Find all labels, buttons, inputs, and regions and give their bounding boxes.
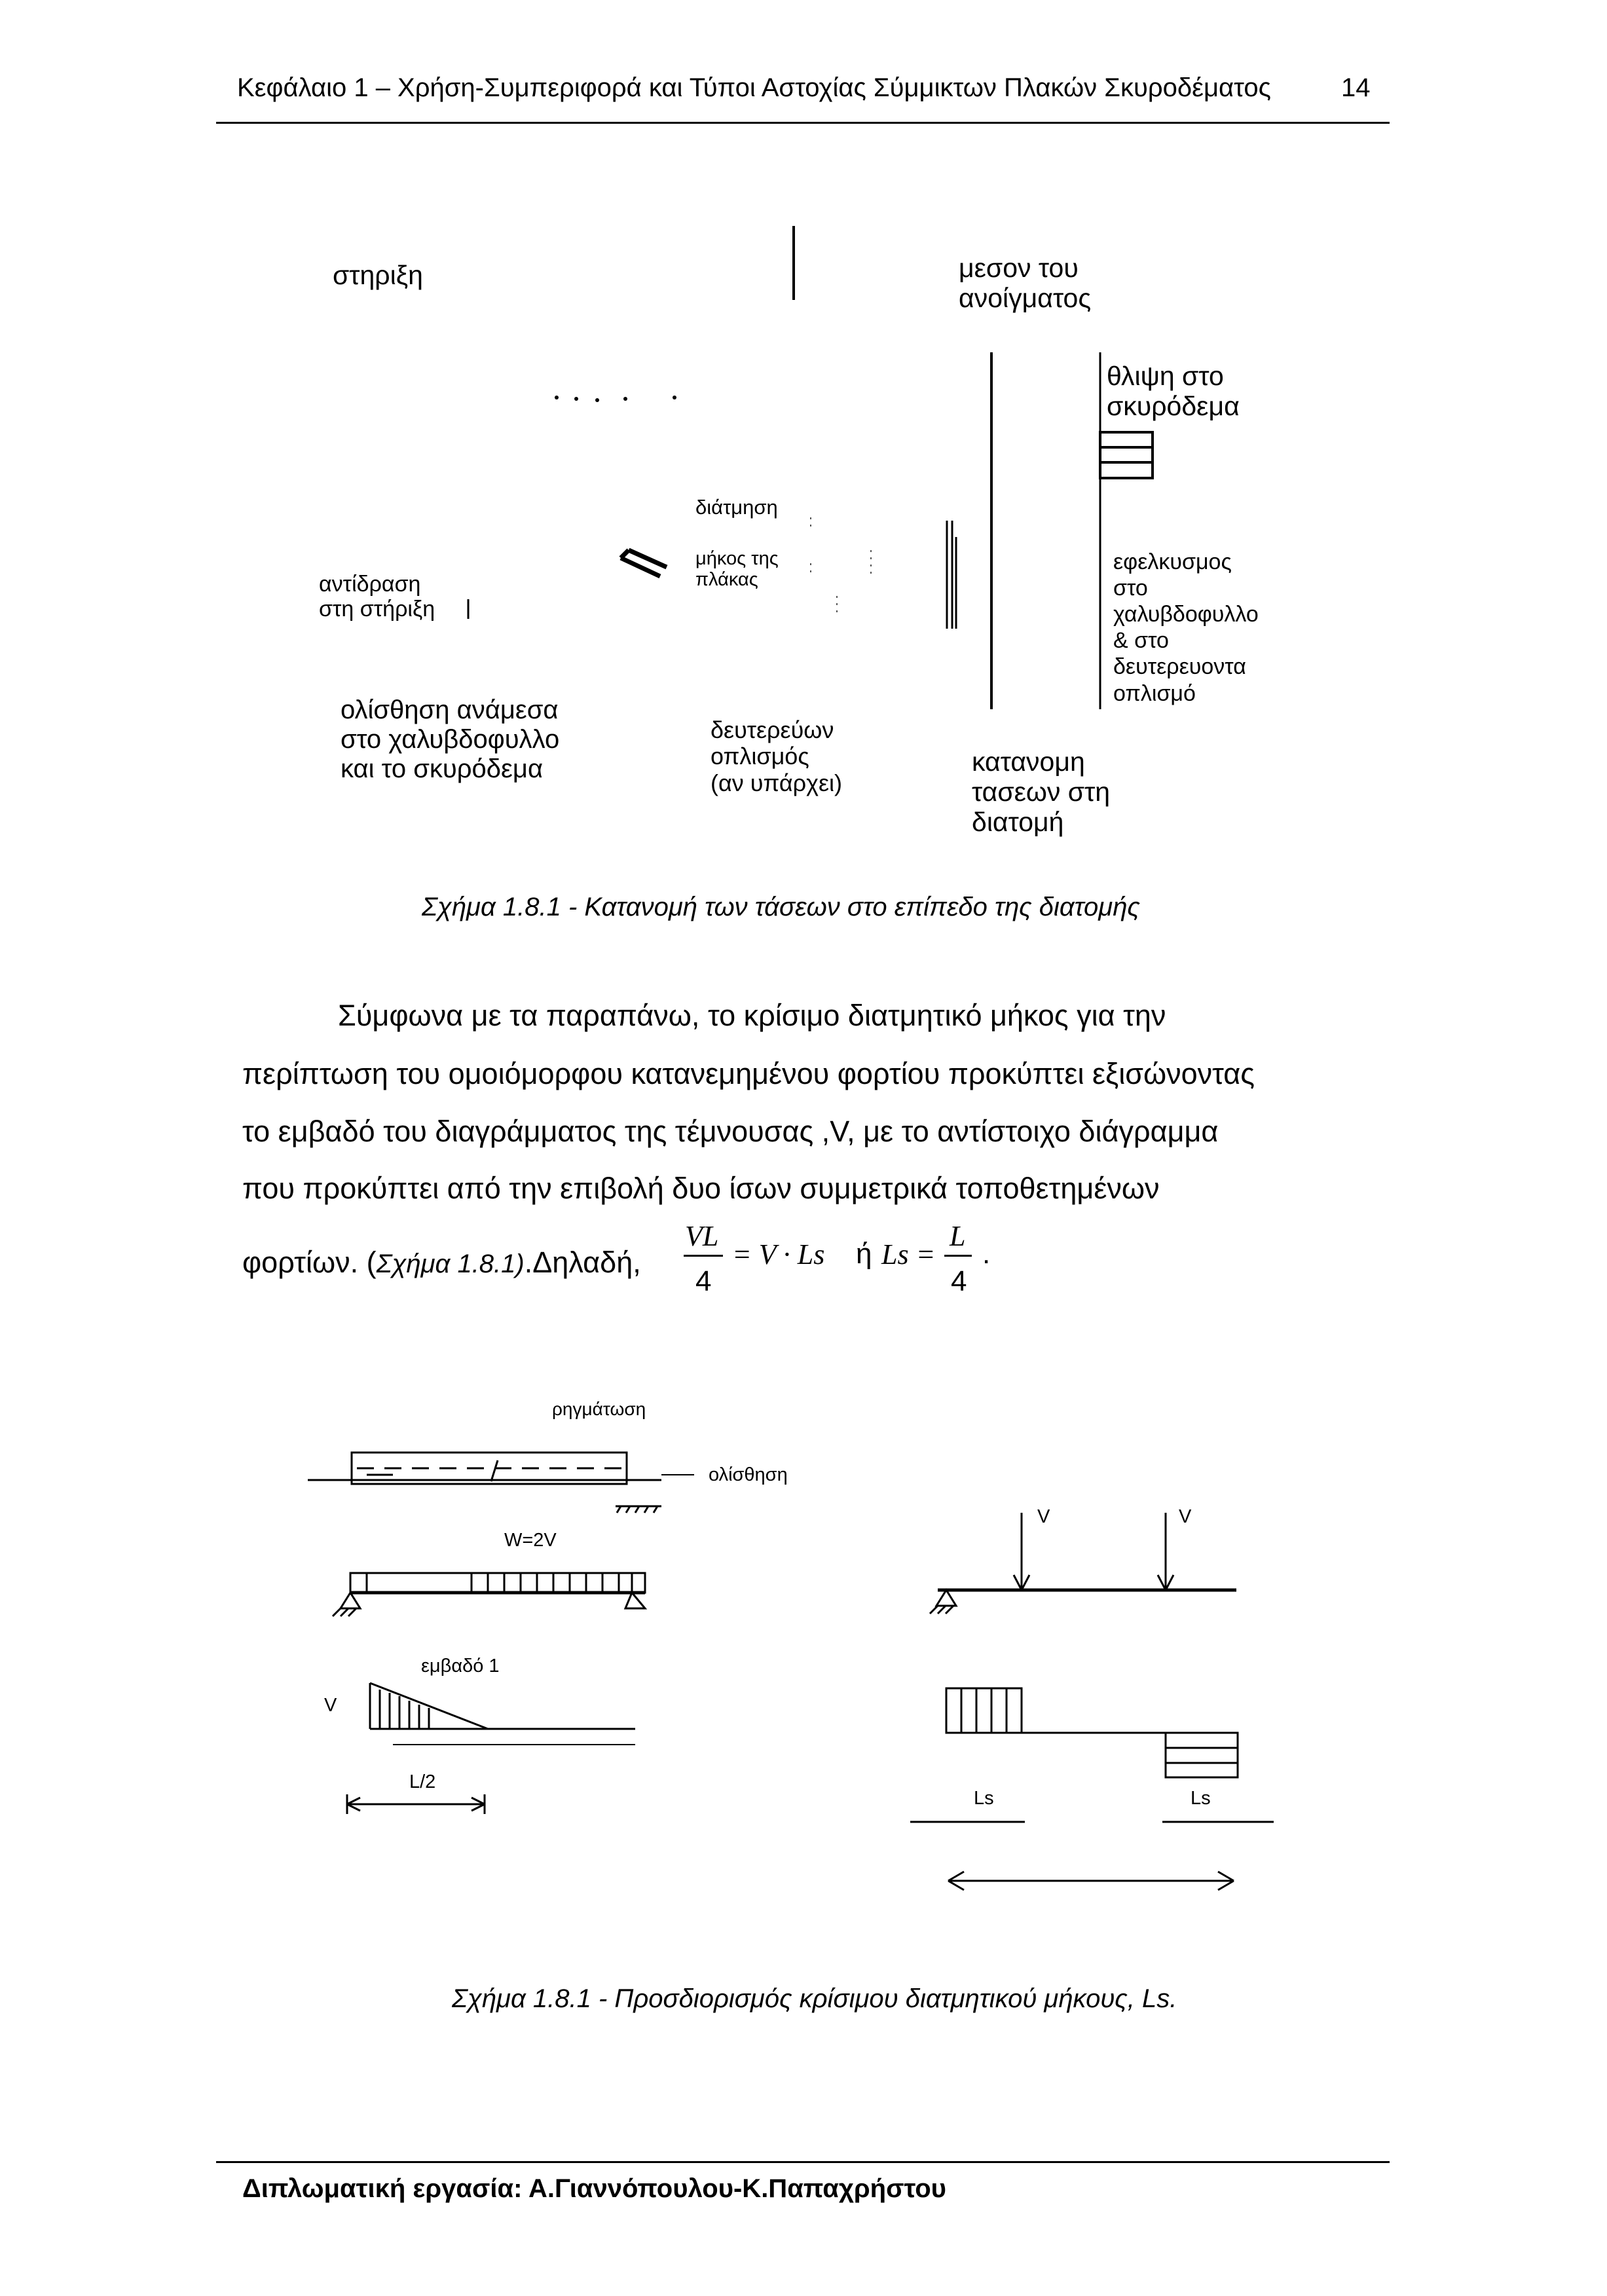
body-text: φορτίων. (: [242, 1246, 377, 1279]
eq2-lhs: Ls =: [881, 1238, 936, 1270]
slip-label-line: ολίσθηση ανάμεσα: [341, 695, 559, 724]
compression-label-line: θλιψη στο: [1107, 361, 1224, 391]
slip-label-2: ολίσθηση: [709, 1464, 788, 1485]
reaction-label-line: στη στήριξη: [319, 597, 435, 622]
footer-text: Διπλωματική εργασία: Α.Γιαννόπουλου-Κ.Παπαχρήστου: [242, 2174, 946, 2203]
cracked-slab: [308, 1453, 661, 1484]
shear-diagram: [370, 1683, 635, 1745]
tension-label-line: οπλισμό: [1113, 680, 1196, 706]
body-text: .Δηλαδή,: [524, 1246, 641, 1279]
step-shear-diagram: [946, 1688, 1238, 1777]
figure-reference: Σχήμα 1.8.1): [376, 1250, 525, 1278]
body-line: που προκύπτει από την επιβολή δυο ίσων συμμετρικά τοποθετημένων: [242, 1172, 1160, 1205]
secondary-rebar-label-line: (αν υπάρχει): [711, 769, 843, 796]
tension-label-line: χαλυβδοφυλλο: [1113, 602, 1259, 627]
pin-support-icon: [930, 1590, 956, 1614]
tension-label-line: & στο: [1113, 628, 1169, 654]
point-load-beam: [938, 1513, 1236, 1590]
slab-length-label-line: μήκος της: [695, 548, 779, 569]
eq1-rhs: = V · Ls: [732, 1238, 825, 1270]
distribution-label-line: τασεων στη: [972, 776, 1111, 807]
body-line: περίπτωση του ομοιόμορφου κατανεμημένου φορτίου προκύπτει εξισώνοντας: [242, 1057, 1255, 1090]
shear-v-label: V: [324, 1695, 337, 1716]
page-header-title: Κεφάλαιο 1 – Χρήση-Συμπεριφορά και Τύποι Αστοχίας Σύμμικτων Πλακών Σκυροδέματος: [237, 73, 1271, 102]
point-load-label-1: V: [1037, 1506, 1050, 1527]
span-arrow-icon: [948, 1872, 1234, 1890]
compression-label-line: σκυρόδεμα: [1107, 390, 1240, 421]
slab-length-label-line: πλάκας: [695, 569, 758, 591]
slip-hatch-icon: [616, 1506, 661, 1513]
slip-label-line: και το σκυρόδεμα: [341, 754, 544, 783]
page-number: 14: [1341, 73, 1371, 102]
tension-label-line: στο: [1113, 576, 1148, 601]
point-load-label-2: V: [1179, 1506, 1192, 1527]
eq-or: ή: [856, 1238, 872, 1270]
figure-1-caption: Σχήμα 1.8.1 - Κατανομή των τάσεων στο επίπεδο της διατομής: [422, 893, 1140, 921]
eq2-denominator: 4: [951, 1265, 967, 1297]
roller-support-icon: [625, 1593, 645, 1608]
ls-left-label: Ls: [974, 1788, 994, 1809]
tension-label-line: δευτερευοντα: [1113, 654, 1246, 680]
midspan-label-line: ανοίγματος: [959, 282, 1092, 313]
secondary-rebar-label-line: οπλισμός: [711, 743, 809, 770]
tension-label-line: εφελκυσμος: [1113, 549, 1232, 574]
eq1-denominator: 4: [695, 1265, 712, 1297]
figure-2-caption: Σχήμα 1.8.1 - Προσδιορισμός κρίσιμου διατμητικού μήκους, Ls.: [452, 1984, 1177, 2013]
body-line: Σύμφωνα με τα παραπάνω, το κρίσιμο διατμητικό μήκος για την: [338, 999, 1166, 1032]
ls-right-label: Ls: [1191, 1788, 1211, 1809]
pin-support-icon: [333, 1593, 360, 1616]
load-label: W=2V: [504, 1530, 557, 1551]
shear-label: διάτμηση: [695, 496, 778, 519]
midspan-label-line: μεσον του: [959, 253, 1079, 283]
support-label: στηριξη: [333, 260, 423, 290]
cracking-label: ρηγμάτωση: [552, 1399, 646, 1419]
slip-label-line: στο χαλυβδοφυλλο: [341, 724, 560, 754]
distribution-label-line: κατανομη: [972, 747, 1085, 777]
half-span-dimension: [347, 1794, 485, 1814]
loaded-beam: [350, 1573, 645, 1593]
secondary-rebar-label-line: δευτερεύων: [711, 716, 834, 743]
area-label: εμβαδό 1: [421, 1656, 500, 1676]
half-span-label: L/2: [409, 1771, 436, 1792]
reaction-label-line: αντίδραση: [319, 572, 421, 597]
eq2-numerator: L: [950, 1220, 966, 1252]
eq-end: .: [982, 1238, 991, 1270]
footer-rule: [216, 2161, 1390, 2163]
body-line: το εμβαδό του διαγράμματος της τέμνουσας ,V, με το αντίστοιχο διάγραμμα: [242, 1115, 1219, 1148]
eq1-numerator: VL: [685, 1220, 719, 1252]
distribution-label-line: διατομή: [972, 806, 1064, 837]
